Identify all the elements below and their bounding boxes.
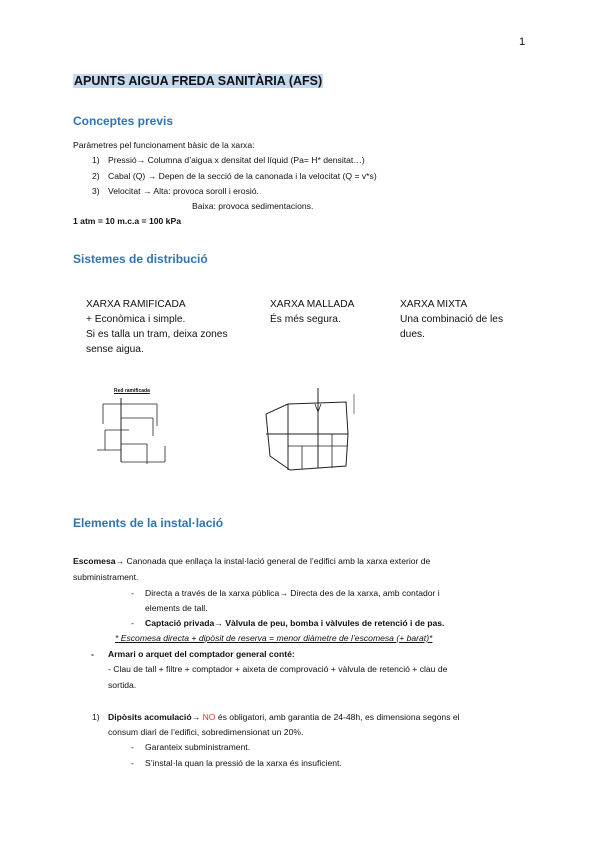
bullet2-dash: -: [131, 758, 134, 768]
captacio-line: [145, 618, 444, 629]
diposits-bullet-2: S’instal·la quan la pressió de la xarxa és insuficient.: [145, 758, 342, 768]
diposits-text-cont: consum diari de l’edifici, sobredimensionat un 20%.: [108, 727, 304, 737]
escomesa-note: * Escomesa directa + dipòsit de reserva = menor diàmetre de l’escomesa (+ barat)*: [115, 633, 433, 643]
ramificada-title: XARXA RAMIFICADA: [86, 299, 186, 310]
mixta-block: [400, 297, 503, 342]
concept-item-1: [92, 155, 365, 166]
diposits-no: NO: [202, 712, 216, 722]
diposits-bullet-1: Garanteix subministrament.: [145, 742, 251, 752]
concepts-intro: Paràmetres pel funcionament bàsic de la xarxa:: [73, 140, 255, 150]
ramificada-block: [86, 297, 228, 357]
diposits-text: és obligatori, amb garantia de 24-48h, es dimensiona segons el: [215, 712, 460, 722]
captacio-text: → Vàlvula de peu, bomba i vàlvules de retenció i de pas.: [214, 618, 445, 628]
elements-heading: Elements de la instal·lació: [73, 516, 224, 530]
concepts-heading: Conceptes previs: [73, 114, 174, 128]
escomesa-term: Escomesa: [73, 556, 116, 566]
pressure-equivalence: 1 atm = 10 m.c.a = 100 kPa: [73, 216, 181, 226]
mallada-block: [270, 297, 354, 327]
item-text: Cabal (Q) → Depen de la secció de la canonada i la velocitat (Q = v*s): [108, 171, 377, 181]
item-number: 2): [92, 171, 100, 181]
directa-dash: -: [131, 588, 134, 598]
item-number: 3): [92, 186, 100, 196]
armari-dash: -: [91, 649, 94, 659]
mixta-line2: dues.: [400, 329, 425, 340]
page-number: 1: [519, 36, 526, 48]
ramificada-line2: Si es talla un tram, deixa zones: [86, 329, 228, 340]
ramificada-line1: + Econòmica i simple.: [86, 314, 186, 325]
mixta-line1: Una combinació de les: [400, 314, 504, 325]
mixta-title: XARXA MIXTA: [400, 299, 468, 310]
diposits-number: 1): [92, 712, 100, 722]
escomesa-text: → Canonada que enllaça la instal·lació general de l’edifici amb la xarxa exterior de: [115, 556, 431, 566]
captacio-term: Captació privada: [145, 618, 215, 628]
ramificada-diagram-label: Red ramificada: [114, 388, 150, 394]
item-text: Velocitat → Alta: provoca soroll i erosió.: [108, 186, 259, 196]
directa-line2: elements de tall.: [145, 603, 208, 613]
document-title: APUNTS AIGUA FREDA SANITÀRIA (AFS): [74, 74, 323, 88]
diposits-line: [108, 712, 460, 723]
directa-line1: Directa a través de la xarxa pública→ Directa des de la xarxa, amb contador i: [145, 588, 440, 598]
item-text: Pressió→ Columna d’aigua x densitat del líquid (Pa= H* densitat…): [108, 155, 365, 165]
ramificada-diagram: [95, 384, 185, 474]
concept-item-3-cont: Baixa: provoca sedimentacions.: [192, 201, 314, 211]
escomesa-definition: [73, 556, 430, 567]
diposits-arrow: →: [191, 712, 203, 722]
mallada-title: XARXA MALLADA: [270, 299, 355, 310]
ramificada-line3: sense aigua.: [86, 344, 144, 355]
item-number: 1): [92, 155, 100, 165]
concept-item-3: [92, 186, 259, 197]
armari-line1: - Clau de tall + filtre + comptador + aixeta de comprovació + vàlvula de retenció + clau de: [108, 664, 448, 674]
armari-title: Armari o arquet del comptador general conté:: [108, 649, 295, 659]
mallada-line1: És més segura.: [270, 314, 341, 325]
captacio-dash: -: [131, 618, 134, 628]
diposits-term: Dipòsits acomulació: [108, 712, 192, 722]
escomesa-text-cont: subministrament.: [73, 572, 139, 582]
mallada-diagram: [258, 384, 368, 476]
sistemes-heading: Sistemes de distribució: [73, 252, 208, 266]
bullet1-dash: -: [131, 742, 134, 752]
concept-item-2: [92, 171, 377, 182]
armari-line2: sortida.: [108, 680, 137, 690]
